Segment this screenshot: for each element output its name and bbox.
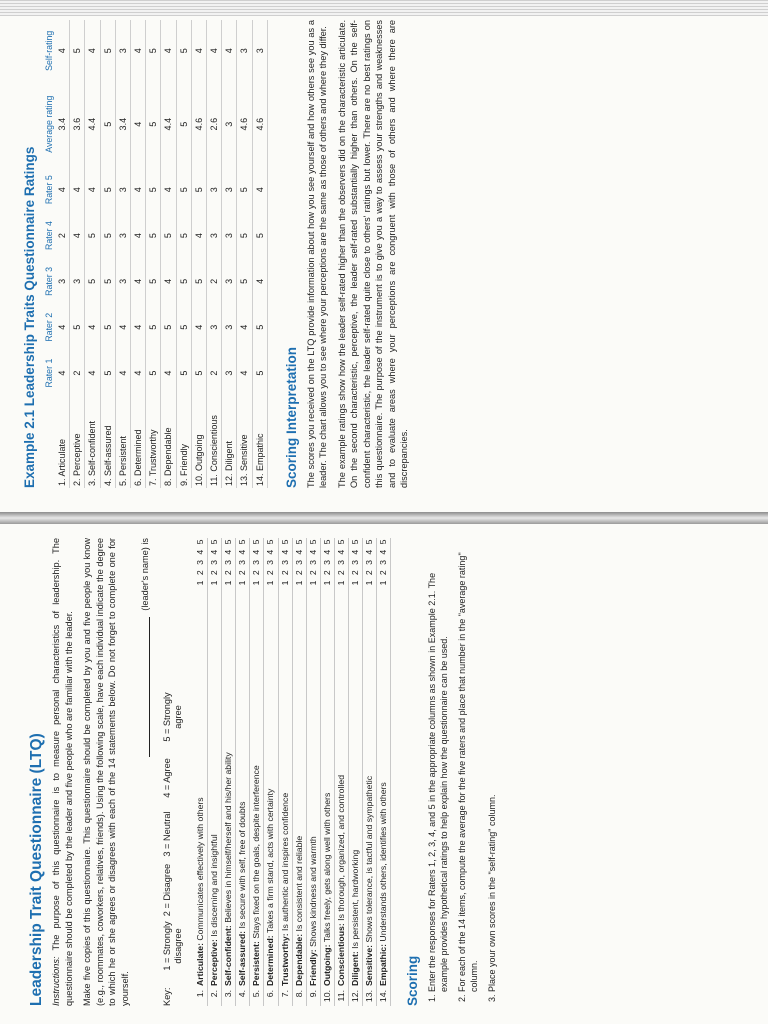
item-text xyxy=(194,600,207,986)
item-number: 7. xyxy=(279,990,290,998)
rating-cell: 4 xyxy=(252,167,267,213)
item-text xyxy=(222,600,235,986)
item-term: Self-assured: xyxy=(237,930,248,986)
item-text xyxy=(250,600,263,986)
item-term: Friendly: xyxy=(307,949,318,986)
trait-item xyxy=(321,538,335,1006)
scoring-title: Scoring xyxy=(405,955,421,1006)
table-row xyxy=(207,20,222,488)
rating-cell: 3 xyxy=(222,304,237,350)
column-header: Rater 5 xyxy=(44,175,54,205)
rating-cell: 5 xyxy=(85,258,100,304)
item-term: Conscientious: xyxy=(335,923,346,986)
ratings-body xyxy=(55,20,267,488)
rating-cell: 5 xyxy=(146,304,161,350)
item-rating-scale[interactable]: 1 2 3 4 5 xyxy=(350,538,361,586)
table-row xyxy=(161,20,176,488)
rating-cell: 5 xyxy=(191,350,206,396)
rating-cell: 4 xyxy=(55,304,70,350)
trait-item xyxy=(377,538,391,1006)
item-number: 3. xyxy=(223,990,234,998)
leader-name-suffix: (leader's name) is xyxy=(140,538,150,611)
table-row xyxy=(146,20,161,488)
item-rating-scale[interactable]: 1 2 3 4 5 xyxy=(293,538,304,586)
item-text xyxy=(321,600,334,986)
rating-cell: 4 xyxy=(131,167,146,213)
rating-cell: 3.4 xyxy=(55,82,70,167)
column-header: Rater 3 xyxy=(44,266,54,296)
trait-cell: 8. Dependable xyxy=(161,396,176,488)
rating-cell: 4 xyxy=(191,20,206,82)
trait-cell: 14. Empathic xyxy=(252,396,267,488)
item-text xyxy=(208,600,221,986)
item-desc: Communicates effectively with others xyxy=(195,797,205,941)
rating-cell: 4 xyxy=(237,350,252,396)
item-rating-scale[interactable]: 1 2 3 4 5 xyxy=(321,538,332,586)
rating-cell: 3 xyxy=(207,304,222,350)
rating-cell: 4 xyxy=(115,350,130,396)
rating-cell: 5 xyxy=(100,350,115,396)
rating-cell: 5 xyxy=(237,167,252,213)
item-term: Diligent: xyxy=(350,951,361,986)
rating-cell: 5 xyxy=(237,258,252,304)
item-term: Outgoing: xyxy=(321,944,332,986)
rating-cell: 4 xyxy=(222,20,237,82)
rating-cell: 3 xyxy=(207,167,222,213)
rating-cell: 3 xyxy=(207,213,222,259)
rating-cell: 5 xyxy=(176,304,191,350)
rating-cell: 4 xyxy=(85,350,100,396)
rating-cell: 4 xyxy=(70,167,85,213)
item-desc: Stays fixed on the goals, despite interference xyxy=(251,765,262,939)
key-option: 4 = Agree xyxy=(162,758,172,798)
rating-cell: 2 xyxy=(70,350,85,396)
rating-cell: 5 xyxy=(191,167,206,213)
trait-item xyxy=(349,538,363,1006)
trait-item xyxy=(236,538,250,1006)
trait-cell: 1. Articulate xyxy=(55,396,70,488)
rating-cell: 4.4 xyxy=(161,82,176,167)
rating-cell: 5 xyxy=(100,304,115,350)
item-number: 4. xyxy=(237,990,248,998)
table-row xyxy=(222,20,237,488)
questionnaire-title: Leadership Trait Questionnaire (LTQ) xyxy=(28,733,45,1006)
trait-cell: 10. Outgoing xyxy=(191,396,206,488)
item-rating-scale[interactable]: 1 2 3 4 5 xyxy=(335,538,346,586)
rating-cell: 5 xyxy=(146,20,161,82)
rating-cell: 3 xyxy=(222,167,237,213)
rating-cell: 4 xyxy=(131,350,146,396)
rating-cell: 5 xyxy=(176,213,191,259)
rating-cell: 3.6 xyxy=(70,82,85,167)
rating-cell: 5 xyxy=(252,304,267,350)
rating-cell: 4.4 xyxy=(85,82,100,167)
trait-item xyxy=(279,538,293,1006)
table-row xyxy=(70,20,85,488)
trait-item xyxy=(222,538,236,1006)
item-rating-scale[interactable]: 1 2 3 4 5 xyxy=(307,538,318,586)
rating-cell: 4 xyxy=(191,304,206,350)
rating-cell: 4 xyxy=(161,167,176,213)
item-rating-scale[interactable]: 1 2 3 4 5 xyxy=(195,538,205,586)
column-header: Self-rating xyxy=(44,30,54,71)
rating-cell: 4 xyxy=(131,304,146,350)
item-desc: Understands others, identifies with others xyxy=(378,782,389,942)
rating-cell: 3 xyxy=(115,213,130,259)
rating-cell: 3 xyxy=(115,20,130,82)
rating-cell: 4 xyxy=(252,258,267,304)
rating-cell: 3 xyxy=(222,82,237,167)
rating-cell: 4 xyxy=(55,350,70,396)
rating-cell: 5 xyxy=(176,82,191,167)
item-term: Dependable: xyxy=(293,933,304,986)
rating-cell: 4 xyxy=(55,20,70,82)
item-rating-scale[interactable]: 1 2 3 4 5 xyxy=(223,538,234,586)
item-number: 12. xyxy=(350,990,361,1003)
rating-cell: 5 xyxy=(161,213,176,259)
trait-item xyxy=(194,538,208,1006)
rating-cell: 4 xyxy=(191,213,206,259)
rating-cell: 2 xyxy=(55,213,70,259)
item-number: 9. xyxy=(307,990,318,998)
key-label: Key: xyxy=(162,987,172,1006)
trait-cell: 2. Perceptive xyxy=(70,396,85,488)
trait-cell: 12. Diligent xyxy=(222,396,237,488)
interpretation-title: Scoring Interpretation xyxy=(283,346,299,488)
rating-cell: 5 xyxy=(146,213,161,259)
scoring-step: 2. For each of the 14 items, compute the average for the five raters and place that number in the "average rating" column. xyxy=(456,538,480,992)
rating-cell: 4 xyxy=(131,258,146,304)
item-text xyxy=(335,600,348,986)
rating-cell: 5 xyxy=(191,258,206,304)
rating-cell: 2.6 xyxy=(207,82,222,167)
item-text xyxy=(377,600,390,986)
item-desc: Shows kindness and warmth xyxy=(307,836,318,947)
item-term: Persistent: xyxy=(251,941,262,986)
item-text xyxy=(349,600,362,986)
trait-cell: 6. Determined xyxy=(131,396,146,488)
item-text xyxy=(293,600,306,986)
item-number: 13. xyxy=(364,990,375,1003)
item-desc: Is authentic and inspires confidence xyxy=(279,792,290,931)
name-blank xyxy=(139,617,150,757)
instructions-text: The purpose of this questionnaire is to measure personal characteristics of leadership. The questionnaire should be completed by the leader and five people who are familiar with the leader. xyxy=(51,537,74,1006)
rating-cell: 4 xyxy=(161,258,176,304)
key-option: 3 = Neutral xyxy=(162,811,172,857)
item-text xyxy=(264,600,277,986)
rating-cell: 5 xyxy=(146,350,161,396)
rating-cell: 4 xyxy=(131,82,146,167)
rating-cell: 4 xyxy=(115,304,130,350)
rating-cell: 5 xyxy=(176,350,191,396)
item-rating-scale[interactable]: 1 2 3 4 5 xyxy=(209,538,220,586)
leader-name-line xyxy=(139,538,150,1006)
copies-paragraph: Make five copies of this questionnaire. This questionnaire should be completed by you and five people you know (e.g., roommates, coworkers, relatives, friends). Using the following scale, have each individual indicate the degree to which he or she agrees or disagrees with each of the 14 statements below. Do not forget to complete one for yourself. xyxy=(82,538,130,1006)
item-term: Sensitive: xyxy=(364,944,375,986)
scoring-steps xyxy=(426,538,498,1006)
trait-cell: 5. Persistent xyxy=(115,396,130,488)
instructions-paragraph xyxy=(50,538,75,1006)
table-row xyxy=(100,20,115,488)
rating-cell: 3 xyxy=(55,258,70,304)
rating-cell: 5 xyxy=(146,167,161,213)
rating-cell: 5 xyxy=(237,213,252,259)
trait-item xyxy=(264,538,278,1006)
rating-cell: 5 xyxy=(176,20,191,82)
item-rating-scale[interactable]: 1 2 3 4 5 xyxy=(378,538,389,586)
rating-cell: 5 xyxy=(85,213,100,259)
rating-cell: 4 xyxy=(161,20,176,82)
rating-cell: 5 xyxy=(100,213,115,259)
rating-cell: 3 xyxy=(222,350,237,396)
rating-cell: 2 xyxy=(207,258,222,304)
rating-cell: 3.4 xyxy=(115,82,130,167)
item-desc: Is discerning and insightful xyxy=(209,834,220,937)
rating-cell: 5 xyxy=(70,20,85,82)
example-title: Example 2.1 Leadership Traits Questionnaire Ratings xyxy=(22,146,37,488)
key-option: 1 = Strongly disagree xyxy=(162,921,183,971)
item-number: 6. xyxy=(265,990,276,998)
item-rating-scale[interactable]: 1 2 3 4 5 xyxy=(364,538,375,586)
item-desc: Is thorough, organized, and controlled xyxy=(335,774,346,921)
item-text xyxy=(279,600,292,986)
table-row xyxy=(237,20,252,488)
item-term: Determined: xyxy=(265,935,276,986)
item-number: 2. xyxy=(209,990,220,998)
scoring-step: 3. Place your own scores in the "self-rating" column. xyxy=(486,538,498,992)
rating-cell: 4 xyxy=(85,20,100,82)
item-rating-scale[interactable]: 1 2 3 4 5 xyxy=(279,538,290,586)
item-number: 14. xyxy=(378,990,389,1003)
item-number: 11. xyxy=(335,990,346,1002)
column-header: Rater 1 xyxy=(44,358,54,388)
rating-cell: 5 xyxy=(252,350,267,396)
scoring-section xyxy=(405,538,498,1006)
rating-cell: 3 xyxy=(252,20,267,82)
rating-cell: 4 xyxy=(70,213,85,259)
item-number: 10. xyxy=(321,990,332,1003)
column-header: Rater 2 xyxy=(44,312,54,342)
table-row xyxy=(85,20,100,488)
rating-cell: 4 xyxy=(237,304,252,350)
interpretation-paragraph: The example ratings show how the leader self-rated higher than the observers did on the characteristic articulate. On the second characteristic, perceptive, the leader self-rated substantially higher than others. On the self-confident characteristic, the leader self-rated quite close to others' ratings but lower. There are no best ratings on this questionnaire. The purpose of the instrument is to give you a way to assess your strengths and weaknesses and to evaluate areas where your perceptions are congruent with those of others and where there are discrepancies. xyxy=(336,20,410,488)
item-desc: Takes a firm stand, acts with certainty xyxy=(265,788,276,934)
item-desc: Believes in himself/herself and his/her ability xyxy=(223,752,234,923)
rating-cell: 5 xyxy=(161,304,176,350)
rating-cell: 5 xyxy=(100,258,115,304)
trait-item xyxy=(293,538,307,1006)
trait-item xyxy=(250,538,264,1006)
item-number: 1. xyxy=(195,990,205,998)
interpretation-paragraph: The scores you received on the LTQ provide information about how you see yourself and how others see you as a leader. The chart allows you to see where your perceptions are the same as those of others and where they differ. xyxy=(305,20,329,488)
trait-cell: 4. Self-assured xyxy=(100,396,115,488)
rating-key xyxy=(162,538,184,1006)
trait-item xyxy=(307,538,321,1006)
rating-cell: 3 xyxy=(237,20,252,82)
page-edge xyxy=(0,0,768,16)
item-text xyxy=(363,600,376,986)
rating-cell: 5 xyxy=(146,258,161,304)
rating-cell: 5 xyxy=(100,20,115,82)
item-rating-scale[interactable]: 1 2 3 4 5 xyxy=(237,538,248,586)
rating-cell: 4.6 xyxy=(252,82,267,167)
rating-cell: 4 xyxy=(161,350,176,396)
table-row xyxy=(115,20,130,488)
trait-items-list xyxy=(194,538,391,1006)
rating-cell: 5 xyxy=(100,82,115,167)
item-term: Empathic: xyxy=(378,944,389,986)
ratings-header-row xyxy=(43,20,55,488)
item-rating-scale[interactable]: 1 2 3 4 5 xyxy=(251,538,262,586)
rating-cell: 4 xyxy=(85,304,100,350)
trait-cell: 9. Friendly xyxy=(176,396,191,488)
item-desc: Talks freely, gets along well with others xyxy=(321,792,332,943)
item-desc: Is consistent and reliable xyxy=(293,835,304,932)
column-header: Average rating xyxy=(44,95,54,153)
rating-cell: 4 xyxy=(131,20,146,82)
trait-item xyxy=(208,538,222,1006)
item-term: Trustworthy: xyxy=(279,933,290,986)
item-term: Perceptive: xyxy=(209,939,220,986)
rating-cell: 5 xyxy=(176,167,191,213)
rating-cell: 3 xyxy=(222,213,237,259)
key-option: 2 = Disagree xyxy=(162,863,172,917)
item-rating-scale[interactable]: 1 2 3 4 5 xyxy=(265,538,276,586)
rating-cell: 3 xyxy=(115,167,130,213)
rating-cell: 4 xyxy=(131,213,146,259)
rating-cell: 3 xyxy=(222,258,237,304)
item-term: Self-confident: xyxy=(223,925,234,986)
rating-cell: 5 xyxy=(252,213,267,259)
item-desc: Is secure with self, free of doubts xyxy=(237,801,248,929)
table-row xyxy=(55,20,70,488)
rating-cell: 4 xyxy=(55,167,70,213)
rating-cell: 5 xyxy=(176,258,191,304)
trait-cell: 7. Trustworthy xyxy=(146,396,161,488)
column-header: Rater 4 xyxy=(44,221,54,250)
rating-cell: 4.6 xyxy=(237,82,252,167)
table-row xyxy=(176,20,191,488)
table-row xyxy=(252,20,267,488)
scoring-step: 1. Enter the responses for Raters 1, 2, 3, 4, and 5 in the appropriate columns as shown in Example 2.1. The example provides hypothetical ratings to help explain how the questionnaire can be used. xyxy=(426,538,450,992)
item-text xyxy=(236,600,249,986)
item-text xyxy=(307,600,320,986)
trait-cell: 13. Sensitive xyxy=(237,396,252,488)
item-desc: Shows tolerance, is tactful and sympathetic xyxy=(364,775,375,943)
rating-cell: 2 xyxy=(207,350,222,396)
key-option: 5 = Strongly agree xyxy=(162,692,183,742)
rating-cell: 3 xyxy=(115,258,130,304)
rating-cell: 5 xyxy=(146,82,161,167)
table-row xyxy=(131,20,146,488)
instructions-label: Instructions: xyxy=(51,956,61,1006)
book-gutter xyxy=(0,512,768,524)
rating-cell: 5 xyxy=(70,304,85,350)
trait-item xyxy=(363,538,377,1006)
rating-cell: 3 xyxy=(70,258,85,304)
left-page xyxy=(0,524,768,1024)
rating-cell: 4 xyxy=(85,167,100,213)
table-row xyxy=(191,20,206,488)
item-number: 5. xyxy=(251,990,262,998)
item-number: 8. xyxy=(293,990,304,998)
interpretation-section xyxy=(284,20,411,488)
column-header xyxy=(43,396,55,488)
trait-cell: 3. Self-confident xyxy=(85,396,100,488)
rating-cell: 4 xyxy=(207,20,222,82)
item-desc: Is persistent, hardworking xyxy=(350,849,361,949)
ratings-table xyxy=(43,20,268,488)
item-term: Articulate: xyxy=(195,943,205,986)
rating-cell: 4.6 xyxy=(191,82,206,167)
rating-cell: 5 xyxy=(100,167,115,213)
trait-cell: 11. Conscientious xyxy=(207,396,222,488)
trait-item xyxy=(335,538,349,1006)
